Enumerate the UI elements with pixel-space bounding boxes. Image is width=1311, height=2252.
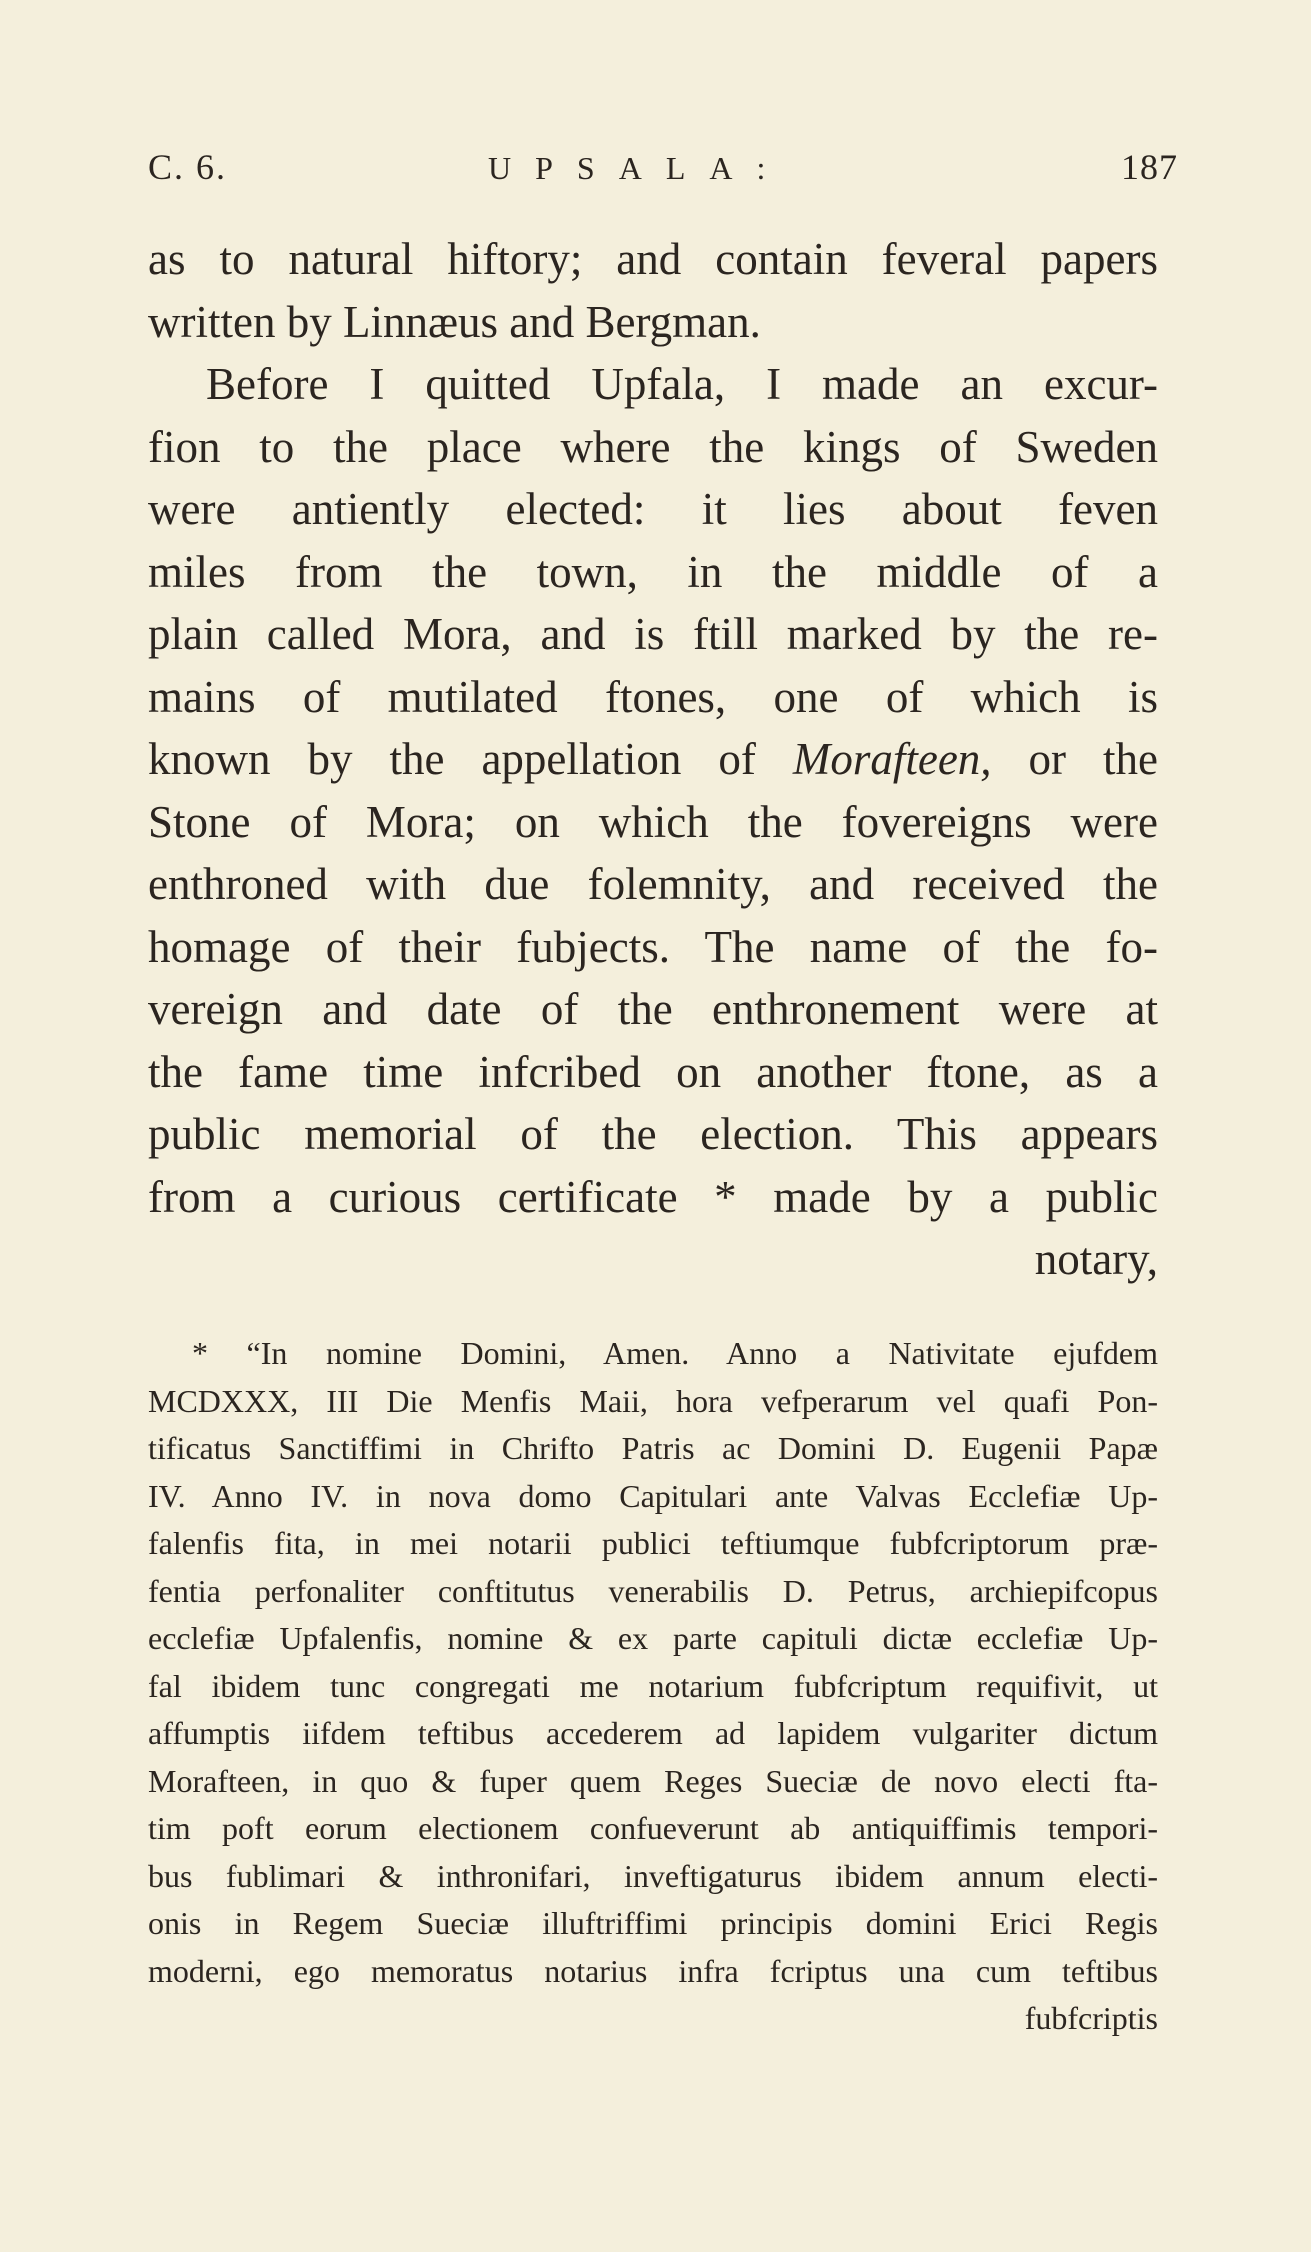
text-line: miles from the town, in the middle of a: [148, 546, 1158, 597]
footnote-line: fal ibidem tunc congregati me notarium fubfcriptum requifivit, ut: [148, 1667, 1158, 1704]
footnote-line: moderni, ego memoratus notarius infra fcriptus una cum teftibus: [148, 1952, 1158, 1989]
text-line: Before I quitted Upfala, I made an excur-: [206, 359, 1158, 409]
text-line: fion to the place where the kings of Sweden: [148, 421, 1158, 472]
text-line: [148, 728, 1158, 791]
text-line: from a curious certificate * made by a public: [148, 1171, 1158, 1222]
footnote-line: * “In nomine Domini, Amen. Anno a Nativitate ejufdem: [192, 1335, 1158, 1371]
footnote-line: IV. Anno IV. in nova domo Capitulari ante Valvas Ecclefiæ Up-: [148, 1477, 1158, 1514]
text-line: Stone of Mora; on which the fovereigns were: [148, 796, 1158, 847]
footnote-line: tificatus Sanctiffimi in Chrifto Patris ac Domini D. Eugenii Papæ: [148, 1430, 1158, 1466]
text-line: mains of mutilated ftones, one of which is: [148, 671, 1158, 722]
footnote-line: affumptis iifdem teftibus accederem ad lapidem vulgariter dictum: [148, 1715, 1158, 1751]
text-line: were antiently elected: it lies about feven: [148, 484, 1158, 534]
text-line: public memorial of the election. This appears: [148, 1109, 1158, 1159]
running-title: UPSALA:: [488, 150, 790, 186]
footnote-line: bus fublimari & inthronifari, inveftigaturus ibidem annum electi-: [148, 1857, 1158, 1894]
text-segment: known by the appellation of: [148, 734, 793, 784]
footnote: [148, 1330, 1158, 2043]
footnote-line: tim poft eorum electionem confueverunt ab antiquiffimis tempori-: [148, 1810, 1158, 1846]
text-line: as to natural hiftory; and contain feveral papers: [148, 234, 1158, 284]
italic-term: Morafteen,: [792, 734, 992, 784]
footnote-line: MCDXXX, III Die Menfis Maii, hora vefperarum vel quafi Pon-: [148, 1382, 1158, 1419]
text-line: the fame time infcribed on another ftone, as a: [148, 1046, 1158, 1097]
text-line: vereign and date of the enthronement were at: [148, 984, 1158, 1034]
text-line: written by Linnæus and Bergman.: [148, 296, 761, 347]
text-segment: or the: [991, 734, 1158, 784]
page-number: 187: [1121, 147, 1178, 187]
footnote-line: ecclefiæ Upfalenfis, nomine & ex parte capituli dictæ ecclefiæ Up-: [148, 1620, 1158, 1656]
text-line: enthroned with due folemnity, and received the: [148, 859, 1158, 909]
footnote-catchword: fubfcriptis: [1024, 2000, 1158, 2036]
text-line: homage of their fubjects. The name of the fo-: [148, 921, 1158, 972]
footnote-line: Morafteen, in quo & fuper quem Reges Sueciæ de novo electi fta-: [148, 1762, 1158, 1799]
footnote-line: onis in Regem Sueciæ illuftriffimi principis domini Erici Regis: [148, 1905, 1158, 1941]
body-text: [148, 228, 1158, 1291]
catchword: notary,: [1034, 1234, 1158, 1284]
chapter-marker: C. 6.: [148, 147, 228, 187]
footnote-line: falenfis fita, in mei notarii publici teftiumque fubfcriptorum præ-: [148, 1525, 1158, 1561]
text-line: plain called Mora, and is ftill marked by the re-: [148, 609, 1158, 659]
running-header: [148, 146, 1178, 196]
footnote-line: fentia perfonaliter conftitutus venerabilis D. Petrus, archiepifcopus: [148, 1572, 1158, 1609]
